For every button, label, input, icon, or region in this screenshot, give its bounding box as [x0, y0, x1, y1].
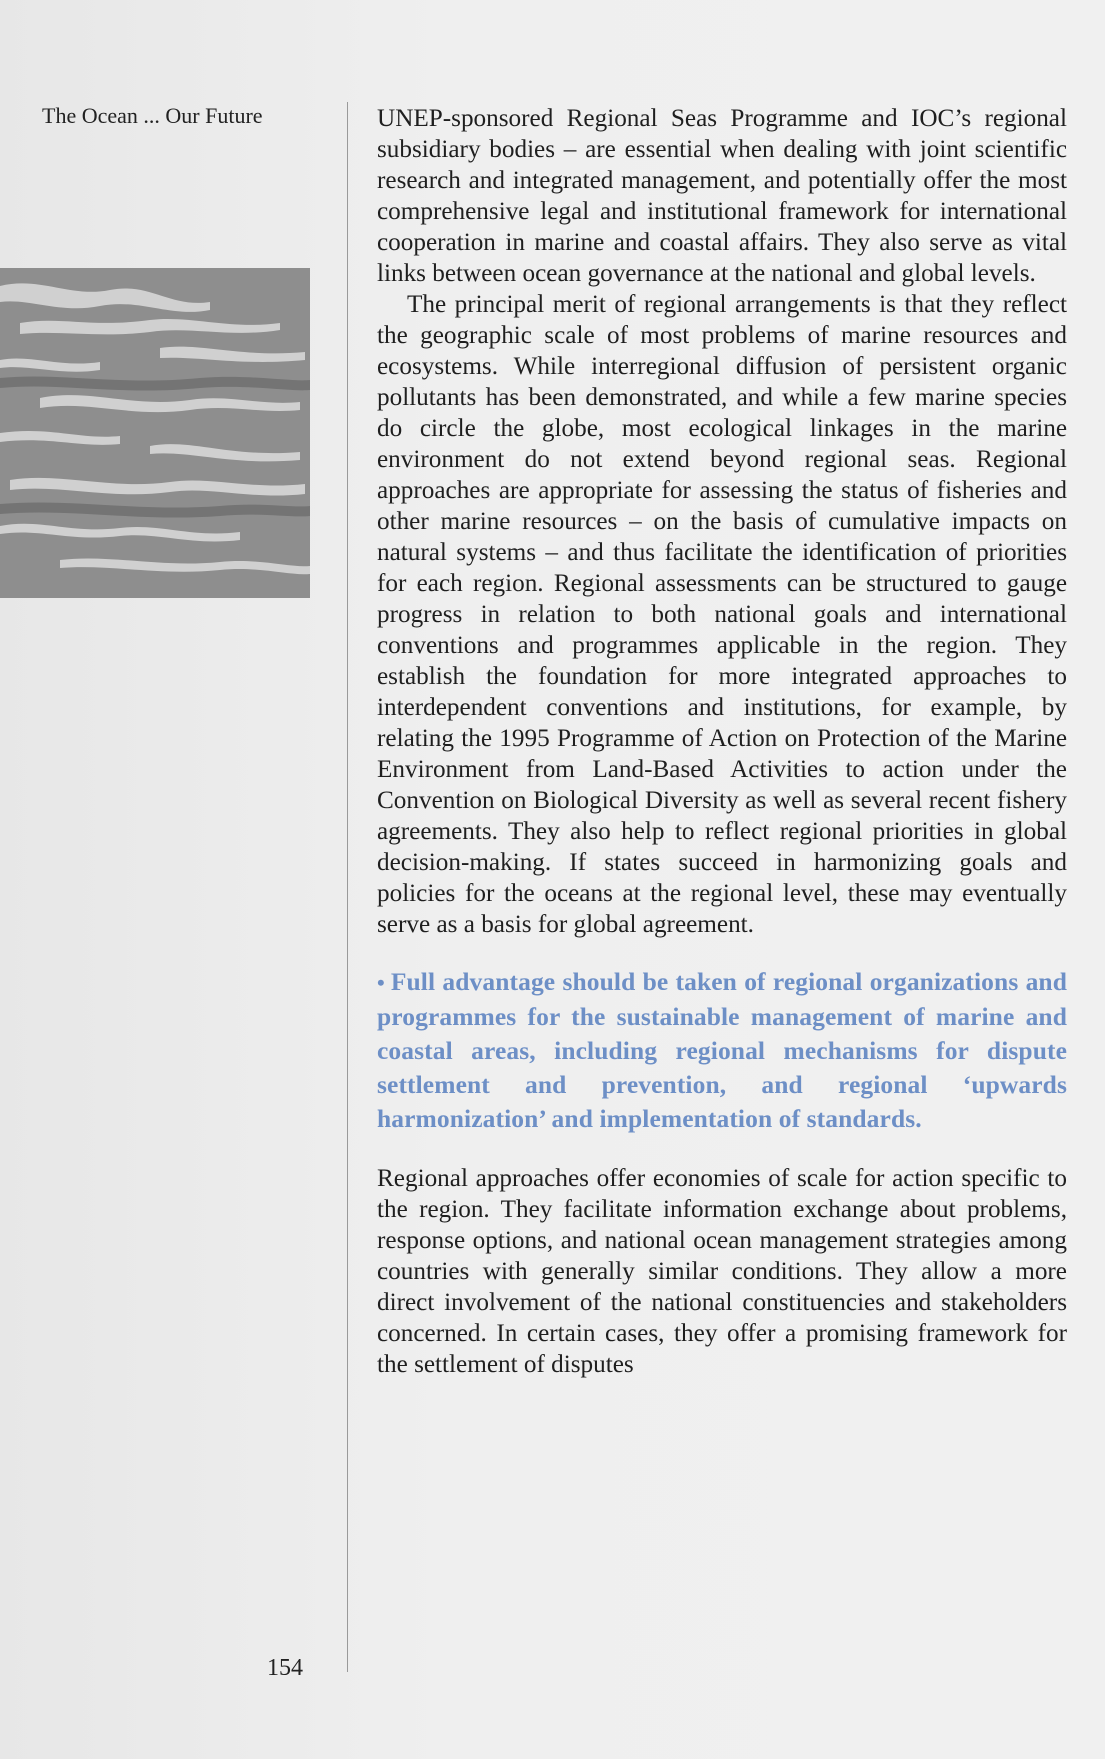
body-text [377, 103, 1067, 1380]
recommendation [377, 965, 1067, 1136]
recommendation-text: Full advantage should be taken of regional organizations and programmes for the sustainable management of marine and coastal areas, including regional mechanisms for dispute settlement and prevention, and regional ‘upwards harmonization’ and implementation of standards. [377, 967, 1067, 1133]
ocean-waves-photo [0, 268, 310, 598]
page-number: 154 [267, 1655, 303, 1681]
paragraph: The principal merit of regional arrangements is that they reflect the geographic scale of most problems of marine resources and ecosystems. While interregional diffusion of persistent organic pollutants has been demonstrated, and while a few marine species do circle the globe, most ecological linkages in the marine environment do not extend beyond regional seas. Regional approaches are appropriate for assessing the status of fisheries and other marine resources – on the basis of cumulative impacts on natural systems – and thus facilitate the identification of priorities for each region. Regional assessments can be structured to gauge progress in relation to both national goals and international conventions and programmes applicable in the region. They establish the foundation for more integrated approaches to interdependent conventions and institutions, for example, by relating the 1995 Programme of Action on Protection of the Marine Environment from Land-Based Activities to action under the Convention on Biological Diversity as well as several recent fishery agreements. They also help to reflect regional priorities in global decision-making. If states succeed in harmonizing goals and policies for the oceans at the regional level, these may eventually serve as a basis for global agreement. [377, 291, 1067, 938]
column-divider [347, 102, 348, 1672]
paragraph: Regional approaches offer economies of scale for action specific to the region. They facilitate information exchange about problems, response options, and national ocean management strategies among countries with generally similar conditions. They allow a more direct involvement of the national constituencies and stakeholders concerned. In certain cases, they offer a promising framework for the settlement of disputes [377, 1165, 1067, 1378]
running-head: The Ocean ... Our Future [42, 103, 263, 128]
paragraph: UNEP-sponsored Regional Seas Programme and IOC’s regional subsidiary bodies – are essential when dealing with joint scientific research and integrated management, and potentially offer the most comprehensive legal and institutional framework for international cooperation in marine and coastal affairs. They also serve as vital links between ocean governance at the national and global levels. [377, 105, 1067, 287]
bullet-icon: • [377, 970, 385, 995]
